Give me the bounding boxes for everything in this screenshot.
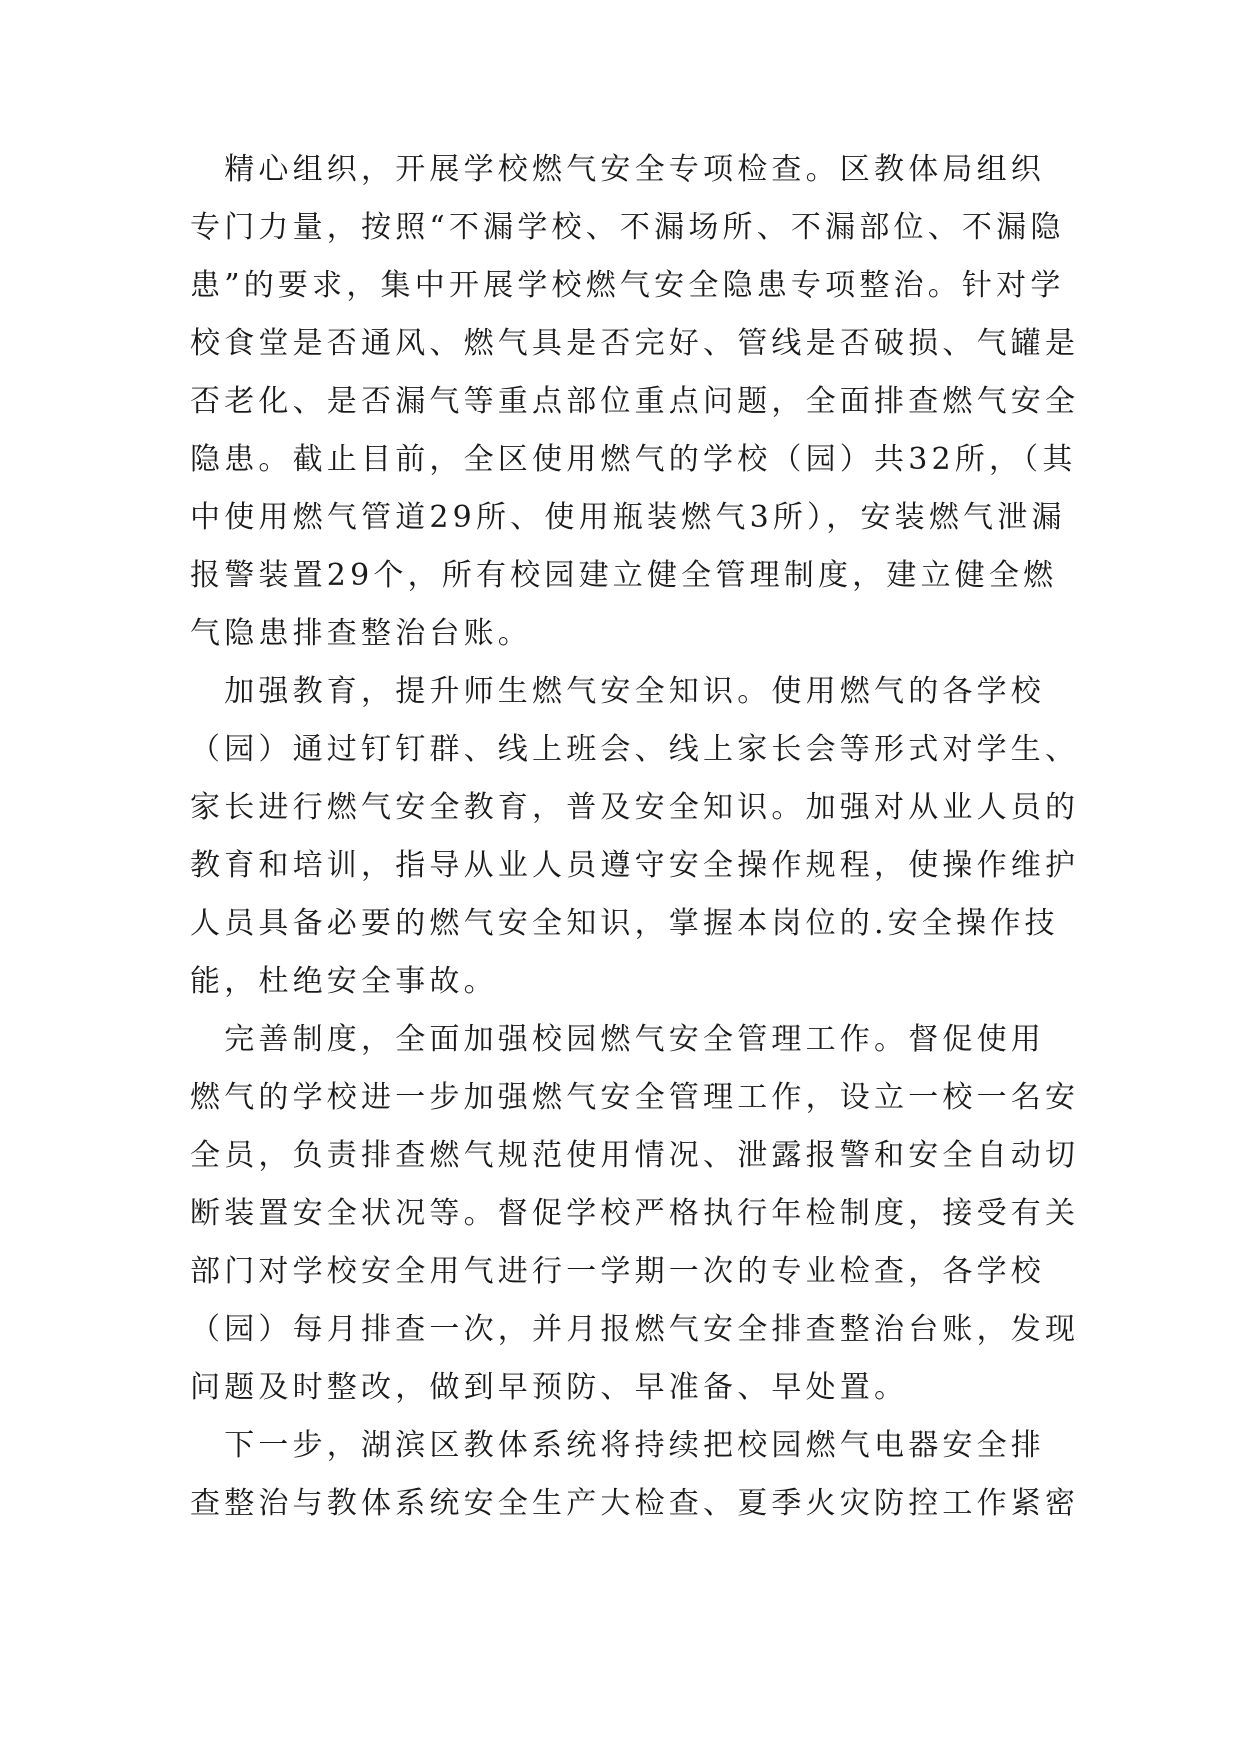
text-line: 能，杜绝安全事故。	[190, 964, 498, 999]
text-line: 下一步，湖滨区教体系统将持续把校园燃气电器安全排	[190, 1428, 1045, 1463]
text-line: 家长进行燃气安全教育，普及安全知识。加强对从业人员的	[190, 790, 1080, 825]
text-line: 人员具备必要的燃气安全知识，掌握本岗位的.安全操作技	[190, 906, 1059, 941]
text-line: 精心组织，开展学校燃气安全专项检查。区教体局组织	[190, 152, 1045, 187]
text-line: 燃气的学校进一步加强燃气安全管理工作，设立一校一名安	[190, 1080, 1080, 1115]
text-line: （园）通过钉钉群、线上班会、线上家长会等形式对学生、	[190, 732, 1080, 767]
text-line: 教育和培训，指导从业人员遵守安全操作规程，使操作维护	[190, 848, 1080, 883]
text-line: （园）每月排查一次，并月报燃气安全排查整治台账，发现	[190, 1312, 1080, 1347]
text-line: 加强教育，提升师生燃气安全知识。使用燃气的各学校	[190, 674, 1045, 709]
text-line: 专门力量，按照“不漏学校、不漏场所、不漏部位、不漏隐	[190, 210, 1065, 245]
text-line: 问题及时整改，做到早预防、早准备、早处置。	[190, 1370, 909, 1405]
text-line: 患”的要求，集中开展学校燃气安全隐患专项整治。针对学	[190, 268, 1065, 303]
text-line: 气隐患排查整治台账。	[190, 616, 532, 651]
text-line: 中使用燃气管道29所、使用瓶装燃气3所），安装燃气泄漏	[190, 500, 1066, 535]
text-line: 全员，负责排查燃气规范使用情况、泄露报警和安全自动切	[190, 1138, 1080, 1173]
text-line: 隐患。截止目前，全区使用燃气的学校（园）共32所，（其	[190, 442, 1077, 477]
text-line: 断装置安全状况等。督促学校严格执行年检制度，接受有关	[190, 1196, 1080, 1231]
text-line: 报警装置29个，所有校园建立健全管理制度，建立健全燃	[190, 558, 1058, 593]
text-line: 完善制度，全面加强校园燃气安全管理工作。督促使用	[190, 1022, 1045, 1057]
text-line: 部门对学校安全用气进行一学期一次的专业检查，各学校	[190, 1254, 1045, 1289]
text-line: 校食堂是否通风、燃气具是否完好、管线是否破损、气罐是	[190, 326, 1080, 361]
text-line: 查整治与教体系统安全生产大检查、夏季火灾防控工作紧密	[190, 1486, 1080, 1521]
text-line: 否老化、是否漏气等重点部位重点问题，全面排查燃气安全	[190, 384, 1080, 419]
